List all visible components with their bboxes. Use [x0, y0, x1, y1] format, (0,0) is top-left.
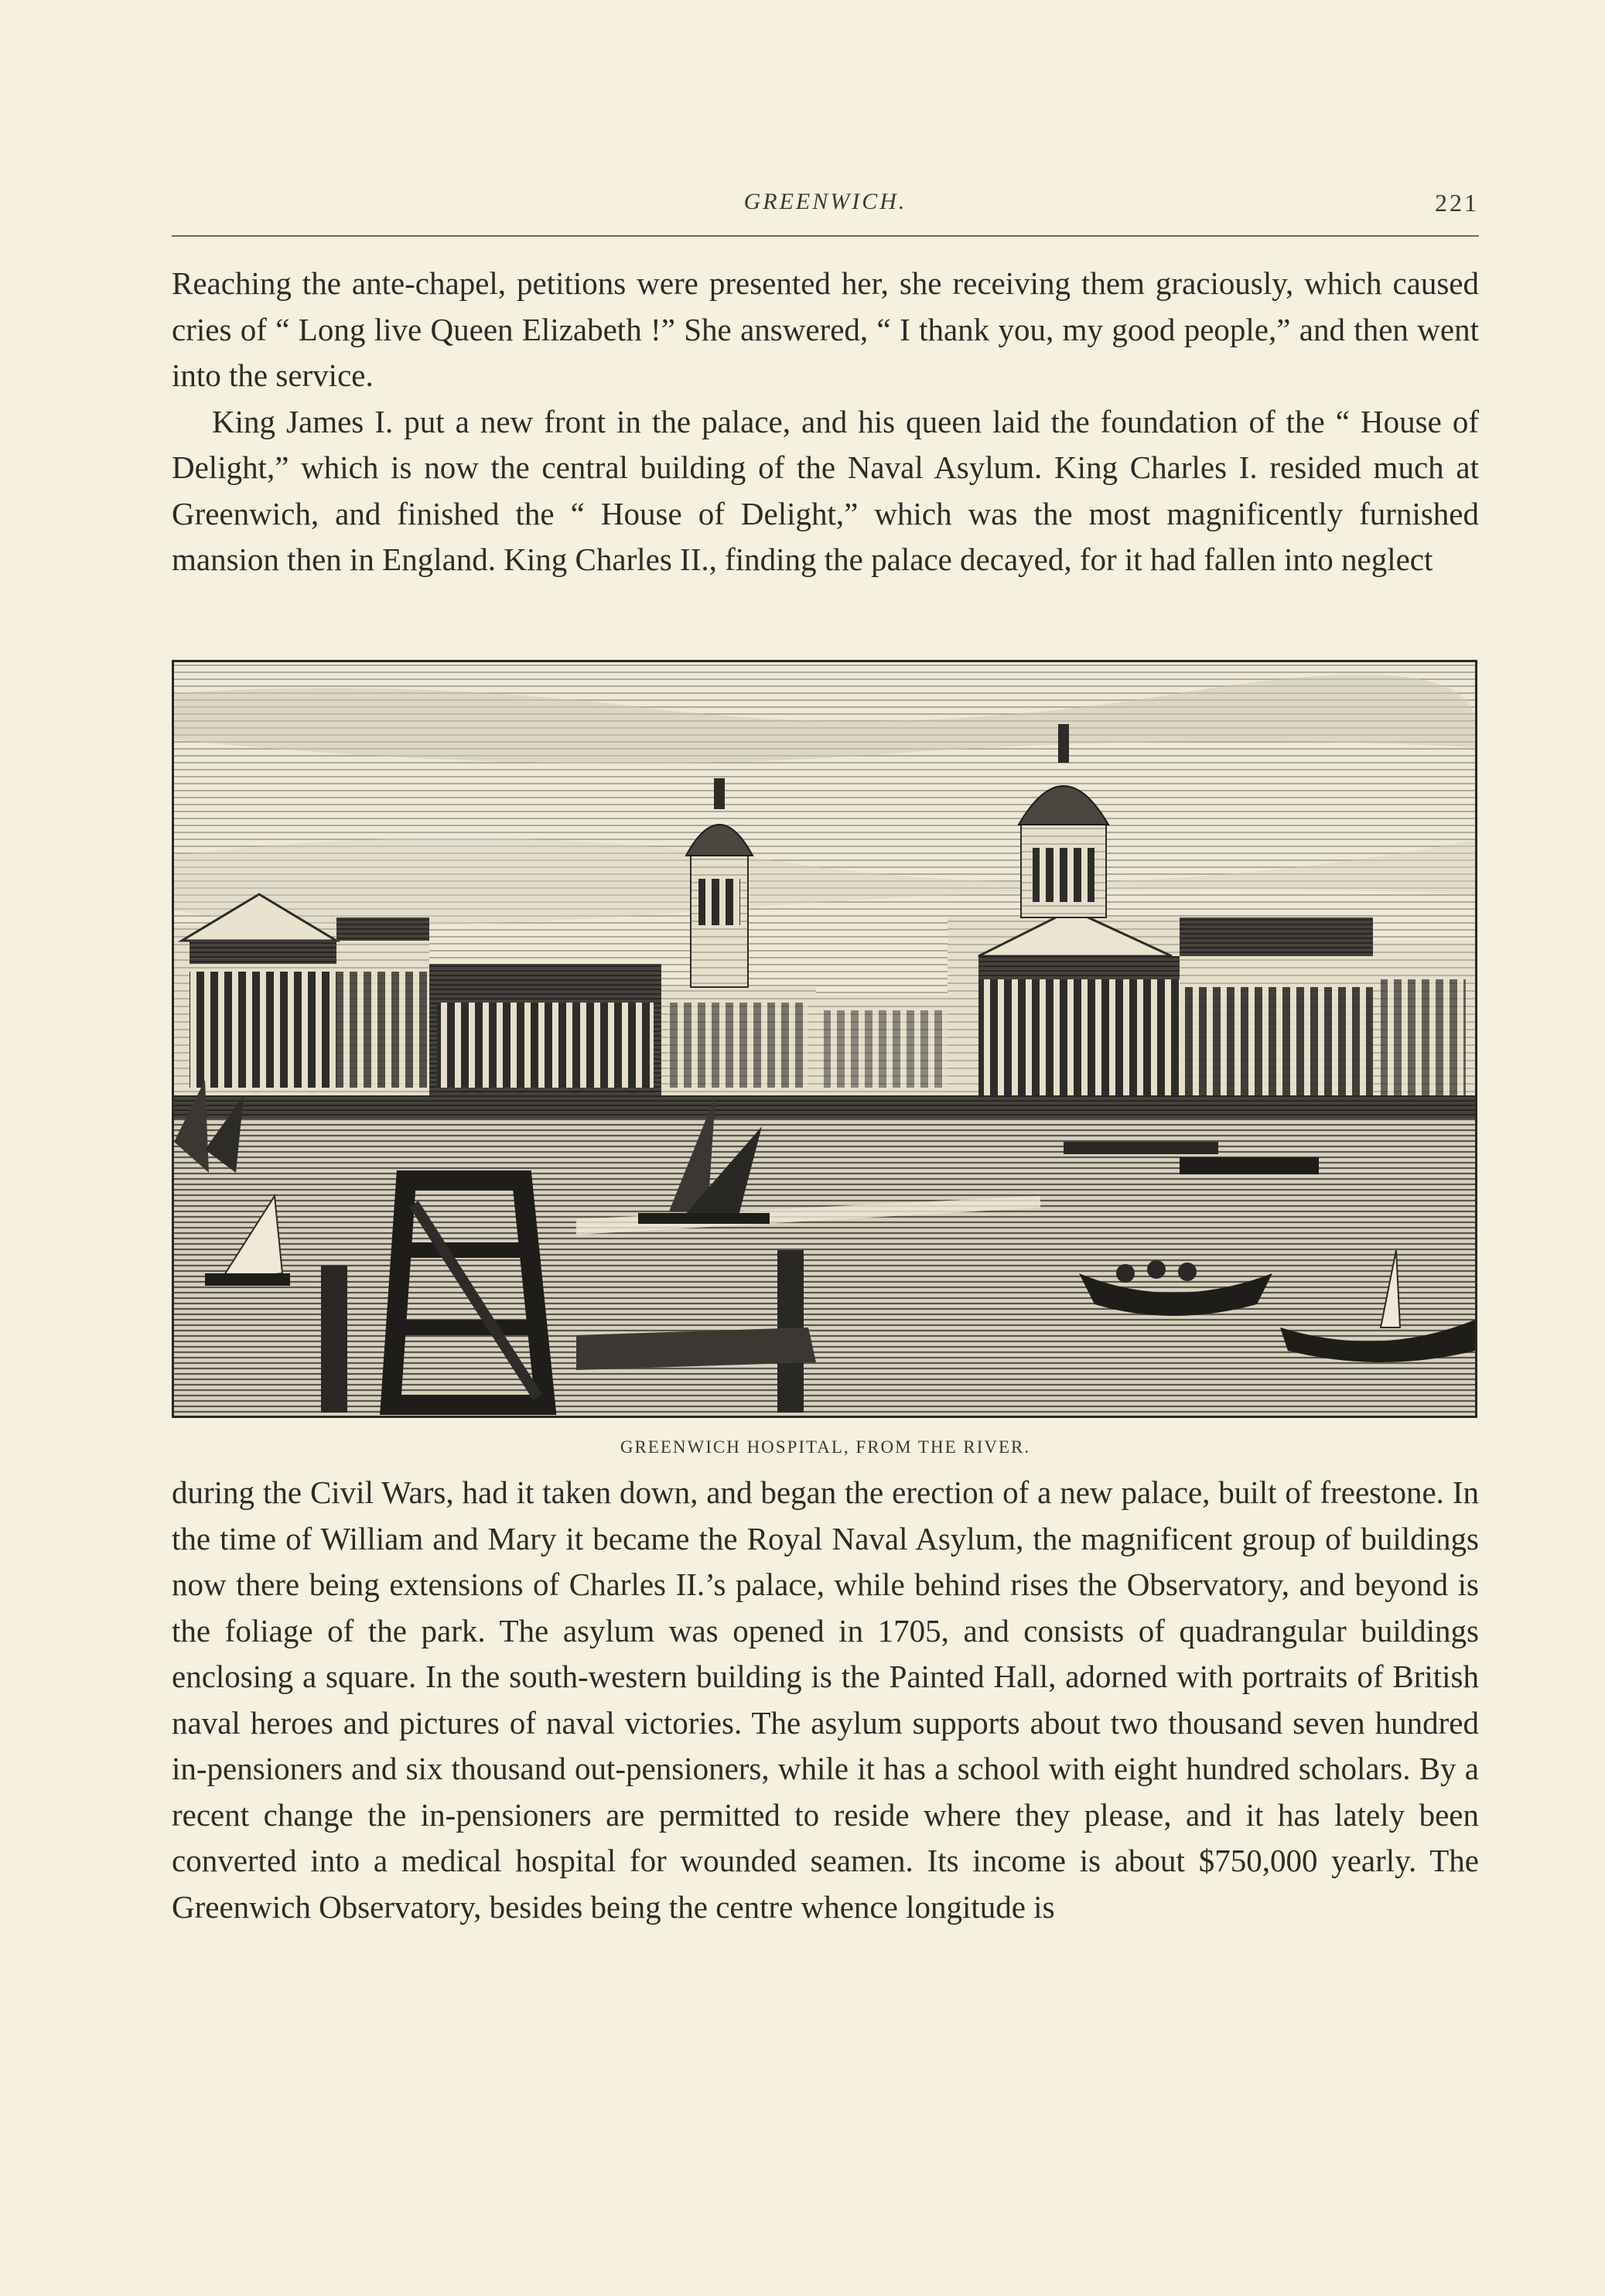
- body-text-bottom: [172, 1470, 1479, 1930]
- body-text-top: [172, 261, 1479, 583]
- left-building: [174, 894, 429, 1103]
- page-header: [172, 189, 1479, 232]
- paragraph: during the Civil Wars, had it taken down, and began the erection of a new palace, built of freestone. In the time of William and Mary it became the Royal Naval Asylum, the magnificent group of buildings now there being extensions of Charles II.’s palace, while behind rises the Observatory, and beyond is the foliage of the park. The asylum was opened in 1705, and consists of quadrangular buildings enclosing a square. In the south-western building is the Painted Hall, adorned with portraits of British naval heroes and pictures of naval victories. The asylum supports about two thousand seven hundred in-pensioners and six thousand out-pensioners, while it has a school with eight hundred scholars. By a recent change the in-pensioners are permitted to reside where they please, and it has lately been converted into a medical hospital for wounded seamen. Its income is about $750,000 yearly. The Greenwich Observatory, besides being the centre whence longitude is: [172, 1474, 1479, 1925]
- header-rule: [172, 235, 1479, 237]
- paragraph: Reaching the ante-chapel, petitions were presented her, she receiving them graciously, which caused cries of “ Long live Queen Elizabeth !” She answered, “ I thank you, my good people,” and then went into the service.: [172, 265, 1479, 393]
- paragraph: King James I. put a new front in the palace, and his queen laid the foundation of the “ House of Delight,” which is now the central building of the Naval Asylum. King Charles I. resided much at Greenwich, and finished the “ House of Delight,” which was the most magnificently furnished mansion then in England. King Charles II., finding the palace decayed, for it had fallen into neglect: [172, 403, 1479, 577]
- figure-caption: GREENWICH HOSPITAL, FROM THE RIVER.: [620, 1437, 1031, 1457]
- engraving-drawing: [174, 662, 1475, 1416]
- page-number: 221: [1435, 189, 1479, 217]
- engraving-illustration: [172, 660, 1477, 1418]
- running-title: GREENWICH.: [743, 189, 907, 214]
- embankment: [174, 1095, 1475, 1119]
